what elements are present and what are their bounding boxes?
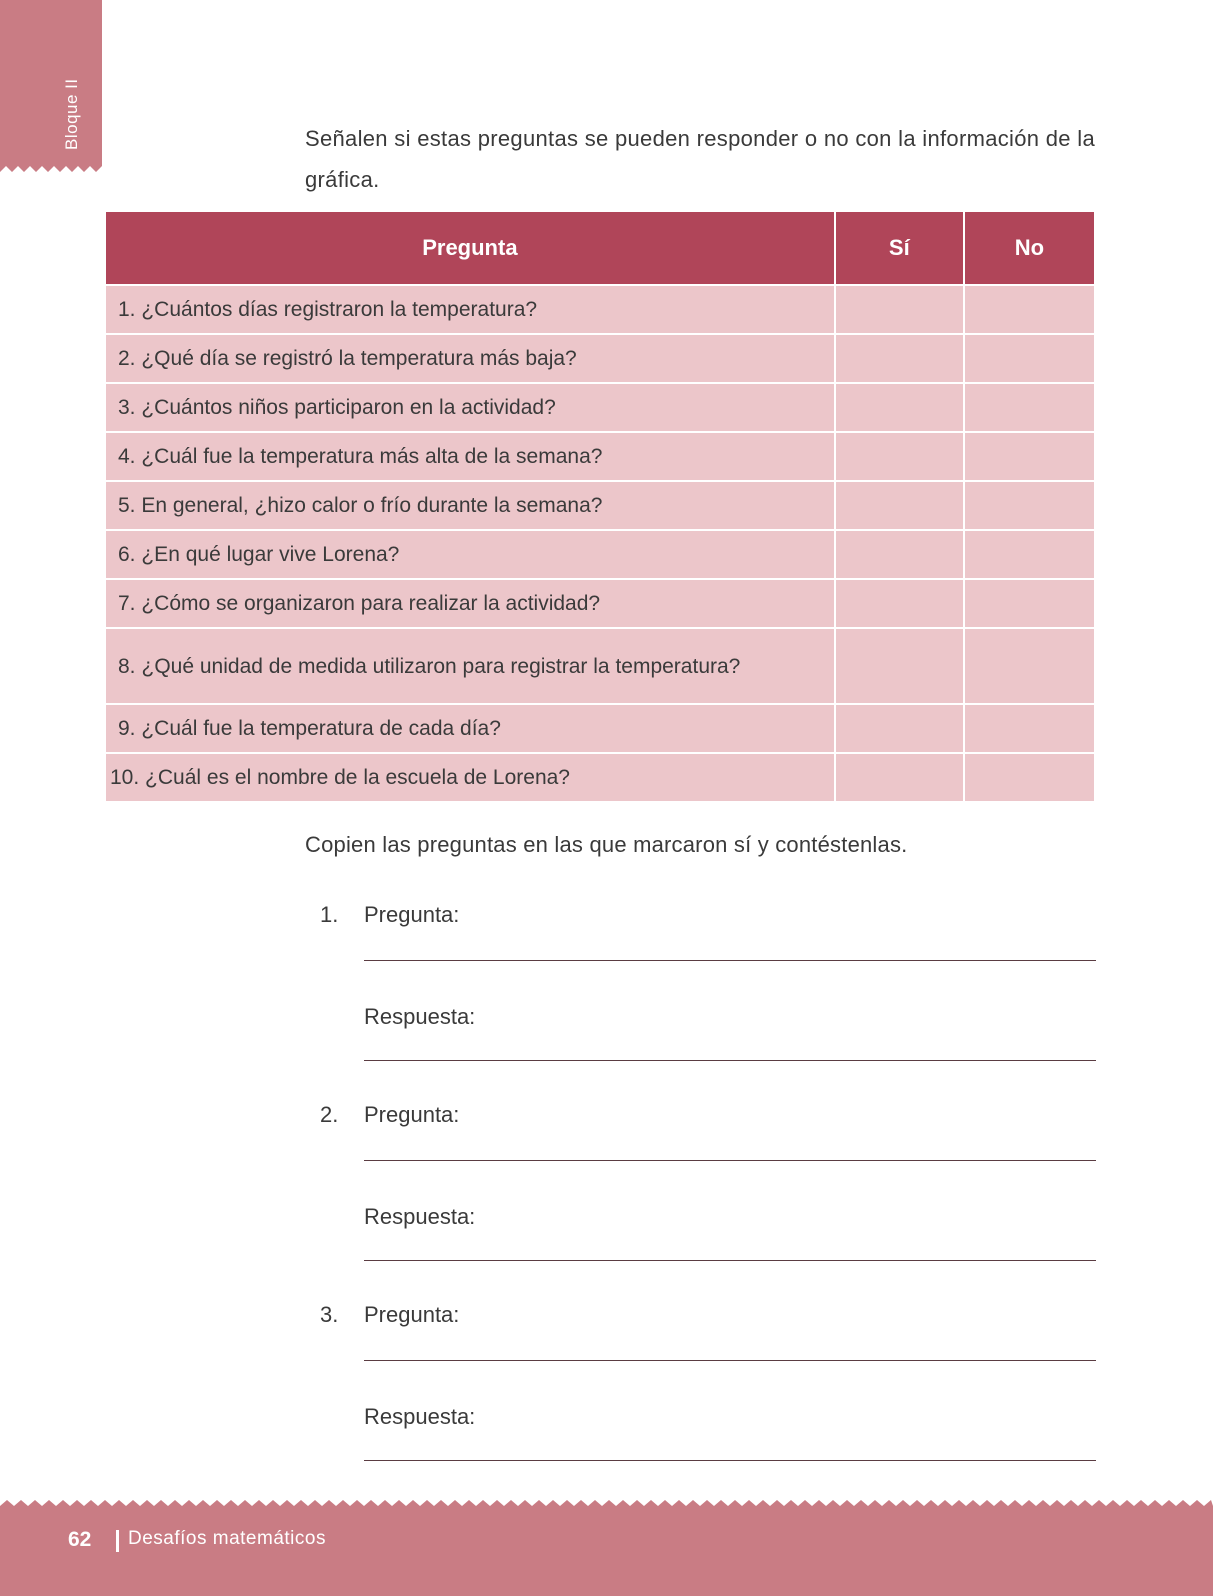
question-cell (105, 753, 835, 802)
table-row (105, 530, 1095, 579)
yes-cell[interactable] (835, 704, 964, 753)
item-number: 2. (320, 1102, 339, 1127)
book-title: Desafíos matemáticos (128, 1528, 326, 1549)
question-text: En general, ¿hizo calor o frío durante la semana? (141, 494, 603, 517)
question-cell (105, 579, 835, 628)
yes-cell[interactable] (835, 628, 964, 704)
answer-item (320, 902, 1096, 1052)
yes-cell[interactable] (835, 530, 964, 579)
no-cell[interactable] (964, 704, 1095, 753)
question-cell (105, 432, 835, 481)
question-cell (105, 530, 835, 579)
footer-band (0, 1512, 1213, 1596)
answer-label: Respuesta: (364, 1404, 476, 1429)
question-number: 3. (118, 396, 136, 419)
table-row (105, 481, 1095, 530)
no-cell[interactable] (964, 753, 1095, 802)
question-number: 7. (118, 592, 136, 615)
no-cell[interactable] (964, 334, 1095, 383)
question-cell (105, 285, 835, 334)
question-cell (105, 704, 835, 753)
question-text: ¿Cuál es el nombre de la escuela de Lorena? (145, 766, 570, 789)
yes-cell[interactable] (835, 334, 964, 383)
yes-cell[interactable] (835, 481, 964, 530)
question-number: 4. (118, 445, 136, 468)
no-cell[interactable] (964, 285, 1095, 334)
yes-cell[interactable] (835, 432, 964, 481)
response-answer-line[interactable] (364, 1460, 1096, 1461)
question-answer-line[interactable] (364, 960, 1096, 961)
table-row (105, 285, 1095, 334)
question-label: Pregunta: (364, 902, 460, 927)
answer-label: Respuesta: (364, 1204, 476, 1229)
side-tab (0, 0, 102, 162)
no-cell[interactable] (964, 530, 1095, 579)
yes-cell[interactable] (835, 753, 964, 802)
question-answer-line[interactable] (364, 1360, 1096, 1361)
no-cell[interactable] (964, 579, 1095, 628)
question-answer-line[interactable] (364, 1160, 1096, 1161)
item-number: 1. (320, 902, 339, 927)
item-number: 3. (320, 1302, 339, 1327)
question-number: 2. (118, 347, 136, 370)
page-number: 62 (68, 1528, 92, 1551)
question-cell (105, 334, 835, 383)
question-label: Pregunta: (364, 1102, 460, 1127)
no-cell[interactable] (964, 432, 1095, 481)
intro-instruction: Señalen si estas preguntas se pueden responder o no con la información de la gráfica. (305, 126, 1095, 192)
block-label: Bloque II (62, 78, 81, 150)
no-cell[interactable] (964, 628, 1095, 704)
question-number: 9. (118, 717, 136, 740)
question-text: ¿Cuál fue la temperatura más alta de la semana? (141, 445, 603, 468)
question-number: 8. (118, 654, 136, 678)
no-cell[interactable] (964, 481, 1095, 530)
table-header-row (105, 211, 1095, 285)
header-no: No (964, 211, 1095, 285)
response-answer-line[interactable] (364, 1060, 1096, 1061)
side-tab-zigzag-edge (0, 160, 102, 174)
question-text: ¿Cómo se organizaron para realizar la actividad? (141, 592, 601, 615)
yes-cell[interactable] (835, 285, 964, 334)
question-cell (105, 383, 835, 432)
response-answer-line[interactable] (364, 1260, 1096, 1261)
question-text: ¿Qué día se registró la temperatura más baja? (141, 347, 577, 370)
question-text: ¿Qué unidad de medida utilizaron para registrar la temperatura? (141, 654, 741, 678)
copy-instruction: Copien las preguntas en las que marcaron sí y contéstenlas. (305, 832, 908, 857)
question-text: ¿Cuál fue la temperatura de cada día? (141, 717, 501, 740)
question-number: 5. (118, 494, 136, 517)
questions-table (104, 210, 1096, 803)
header-yes: Sí (835, 211, 964, 285)
answer-item (320, 1102, 1096, 1252)
yes-cell[interactable] (835, 579, 964, 628)
yes-cell[interactable] (835, 383, 964, 432)
question-cell (105, 628, 835, 704)
answer-label: Respuesta: (364, 1004, 476, 1029)
table-row (105, 579, 1095, 628)
no-cell[interactable] (964, 383, 1095, 432)
question-number: 6. (118, 543, 136, 566)
question-cell (105, 481, 835, 530)
question-number: 10. (110, 766, 140, 789)
question-text: ¿En qué lugar vive Lorena? (141, 543, 400, 566)
answer-item (320, 1302, 1096, 1452)
table-row (105, 383, 1095, 432)
table-row (105, 334, 1095, 383)
table-row (105, 753, 1095, 802)
table-row (105, 628, 1095, 704)
header-question: Pregunta (105, 211, 835, 285)
table-row (105, 704, 1095, 753)
question-text: ¿Cuántos días registraron la temperatura? (141, 298, 538, 321)
footer-separator (116, 1530, 119, 1552)
table-row (105, 432, 1095, 481)
question-label: Pregunta: (364, 1302, 460, 1327)
question-number: 1. (118, 298, 136, 321)
question-text: ¿Cuántos niños participaron en la actividad? (141, 396, 556, 419)
